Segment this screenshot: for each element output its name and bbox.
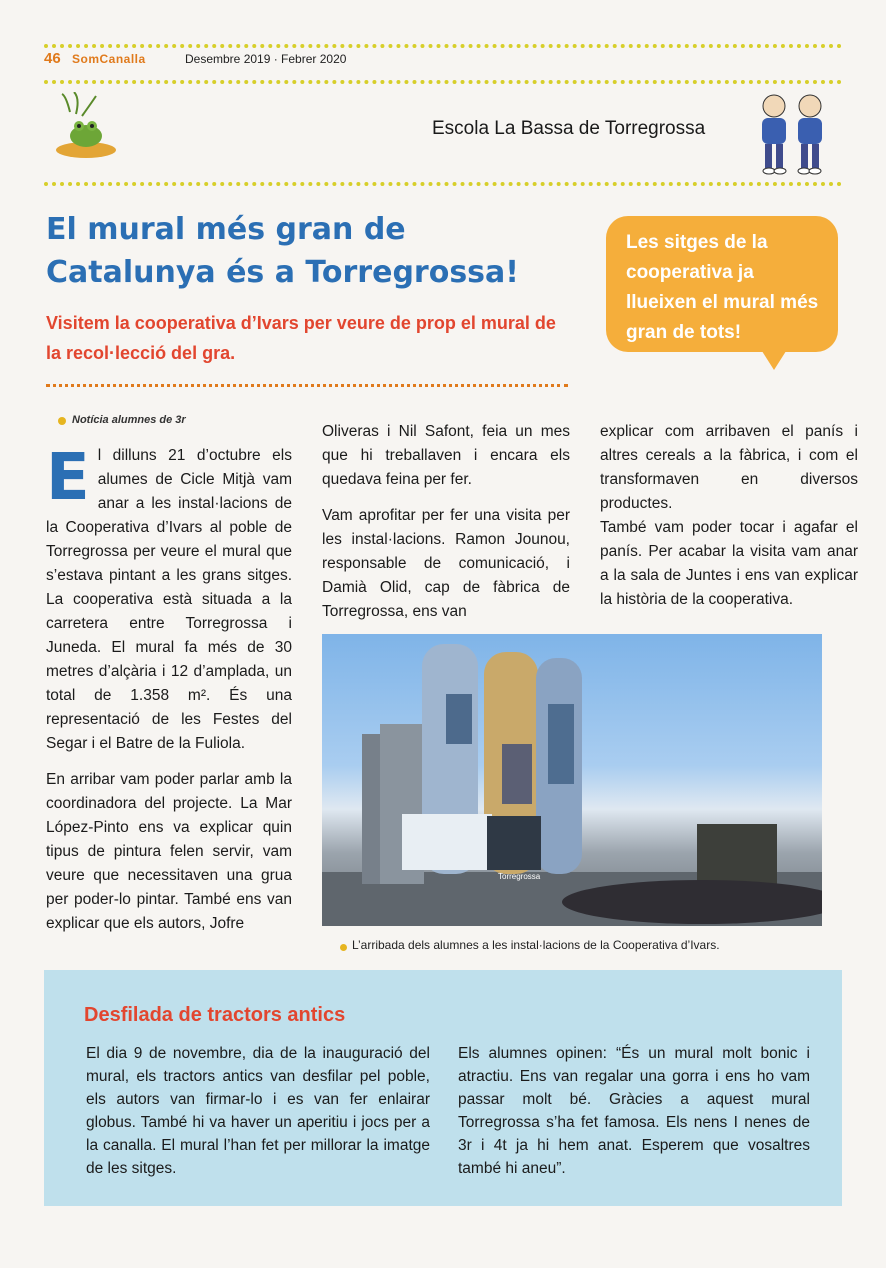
magazine-brand: SomCanalla xyxy=(72,52,146,66)
article-column-2 xyxy=(322,420,570,636)
two-kids-mascot-illustration xyxy=(752,90,832,178)
drop-cap: E xyxy=(46,441,90,515)
callout-bubble-tail xyxy=(760,348,788,370)
col3-paragraph-2: També vam poder tocar i agafar el panís. Per acabar la visita vam anar a la sala de Juntes i ens van explicar la història de la cooperativa. xyxy=(600,519,858,608)
tractors-box-left-text: El dia 9 de novembre, dia de la inauguració del mural, els tractors antics van desfilar pel poble, els autors van firmar-lo i es van fer enlairar globus. També hi va haver un aperitiu i jocs per a la canalla. El mural l’han fet per millorar la imatge de les sitges. xyxy=(86,1045,430,1177)
issue-date: Desembre 2019 · Febrer 2020 xyxy=(185,52,347,66)
photo-caption: L’arribada dels alumnes a les instal·lacions de la Cooperativa d’Ivars. xyxy=(352,938,720,952)
article-column-3 xyxy=(600,420,858,624)
school-name: Escola La Bassa de Torregrossa xyxy=(432,118,706,139)
article-tag: Notícia alumnes de 3r xyxy=(72,414,186,426)
col1-paragraph-1: l dilluns 21 d’octubre els alumes de Cicle Mitjà vam anar a les instal·lacions de la Cooperativa d’Ivars al poble de Torregrossa per veure el mural que s’estava pintant a les grans sitges. La cooperativa està situada a la carretera entre Torregrossa i Juneda. El mural fa més de 30 metres d’alçària i 12 d’amplada, un total de 1.358 m². És una representació de les Festes del Segar i el Batre de la Fuliola. xyxy=(46,447,292,752)
photo-logo-text: Torregrossa xyxy=(498,872,541,881)
col2-paragraph-1: Oliveras i Nil Safont, feia un mes que hi treballaven i encara els quedava feina per fer. xyxy=(322,423,570,488)
callout-text: Les sitges de la cooperativa ja llueixen el mural més gran de tots! xyxy=(626,232,819,343)
tag-bullet xyxy=(58,417,66,425)
col1-paragraph-2: En arribar vam poder parlar amb la coordinadora del projecte. La Mar López-Pinto ens va explicar quin tipus de pintura felen servir, vam veure que necessitaven una grua per poder-lo pintar. També ens van explicar que els autors, Jofre xyxy=(46,771,292,932)
article-title: El mural més gran de Catalunya és a Torregrossa! xyxy=(46,212,519,290)
col3-paragraph-1: explicar com arribaven el panís i altres cereals a la fàbrica, i com el transformaven en diversos productes. xyxy=(600,423,858,512)
silos-photo-drawing xyxy=(322,634,822,926)
caption-bullet xyxy=(340,944,347,951)
article-subtitle: Visitem la cooperativa d’Ivars per veure de prop el mural de la recol·lecció del gra. xyxy=(46,313,556,363)
frog-on-leaf-illustration xyxy=(52,92,118,162)
article-column-1 xyxy=(46,441,292,948)
top-dotted-rule xyxy=(44,44,842,48)
title-dotted-rule xyxy=(46,384,568,387)
col2-paragraph-2: Vam aprofitar per fer una visita per les instal·lacions. Ramon Jounou, responsable de comunicació, i Damià Olid, cap de fàbrica de Torregrossa, ens van xyxy=(322,507,570,620)
page-number: 46 xyxy=(44,50,61,67)
header-dotted-rule xyxy=(44,80,842,84)
silos-mural-photo xyxy=(322,634,822,926)
header-bottom-dotted-rule xyxy=(44,182,842,186)
tractors-box-title: Desfilada de tractors antics xyxy=(84,1004,346,1026)
tractors-box-right-text: Els alumnes opinen: “És un mural molt bonic i atractiu. Ens van regalar una gorra i ens ho vam passar molt bé. Gràcies a aquest mural Torregrossa s’ha fet famosa. Els nens I nenes de 3r i 4t ja hi hem anat. Esperem que vosaltres també hi aneu”. xyxy=(458,1045,810,1177)
